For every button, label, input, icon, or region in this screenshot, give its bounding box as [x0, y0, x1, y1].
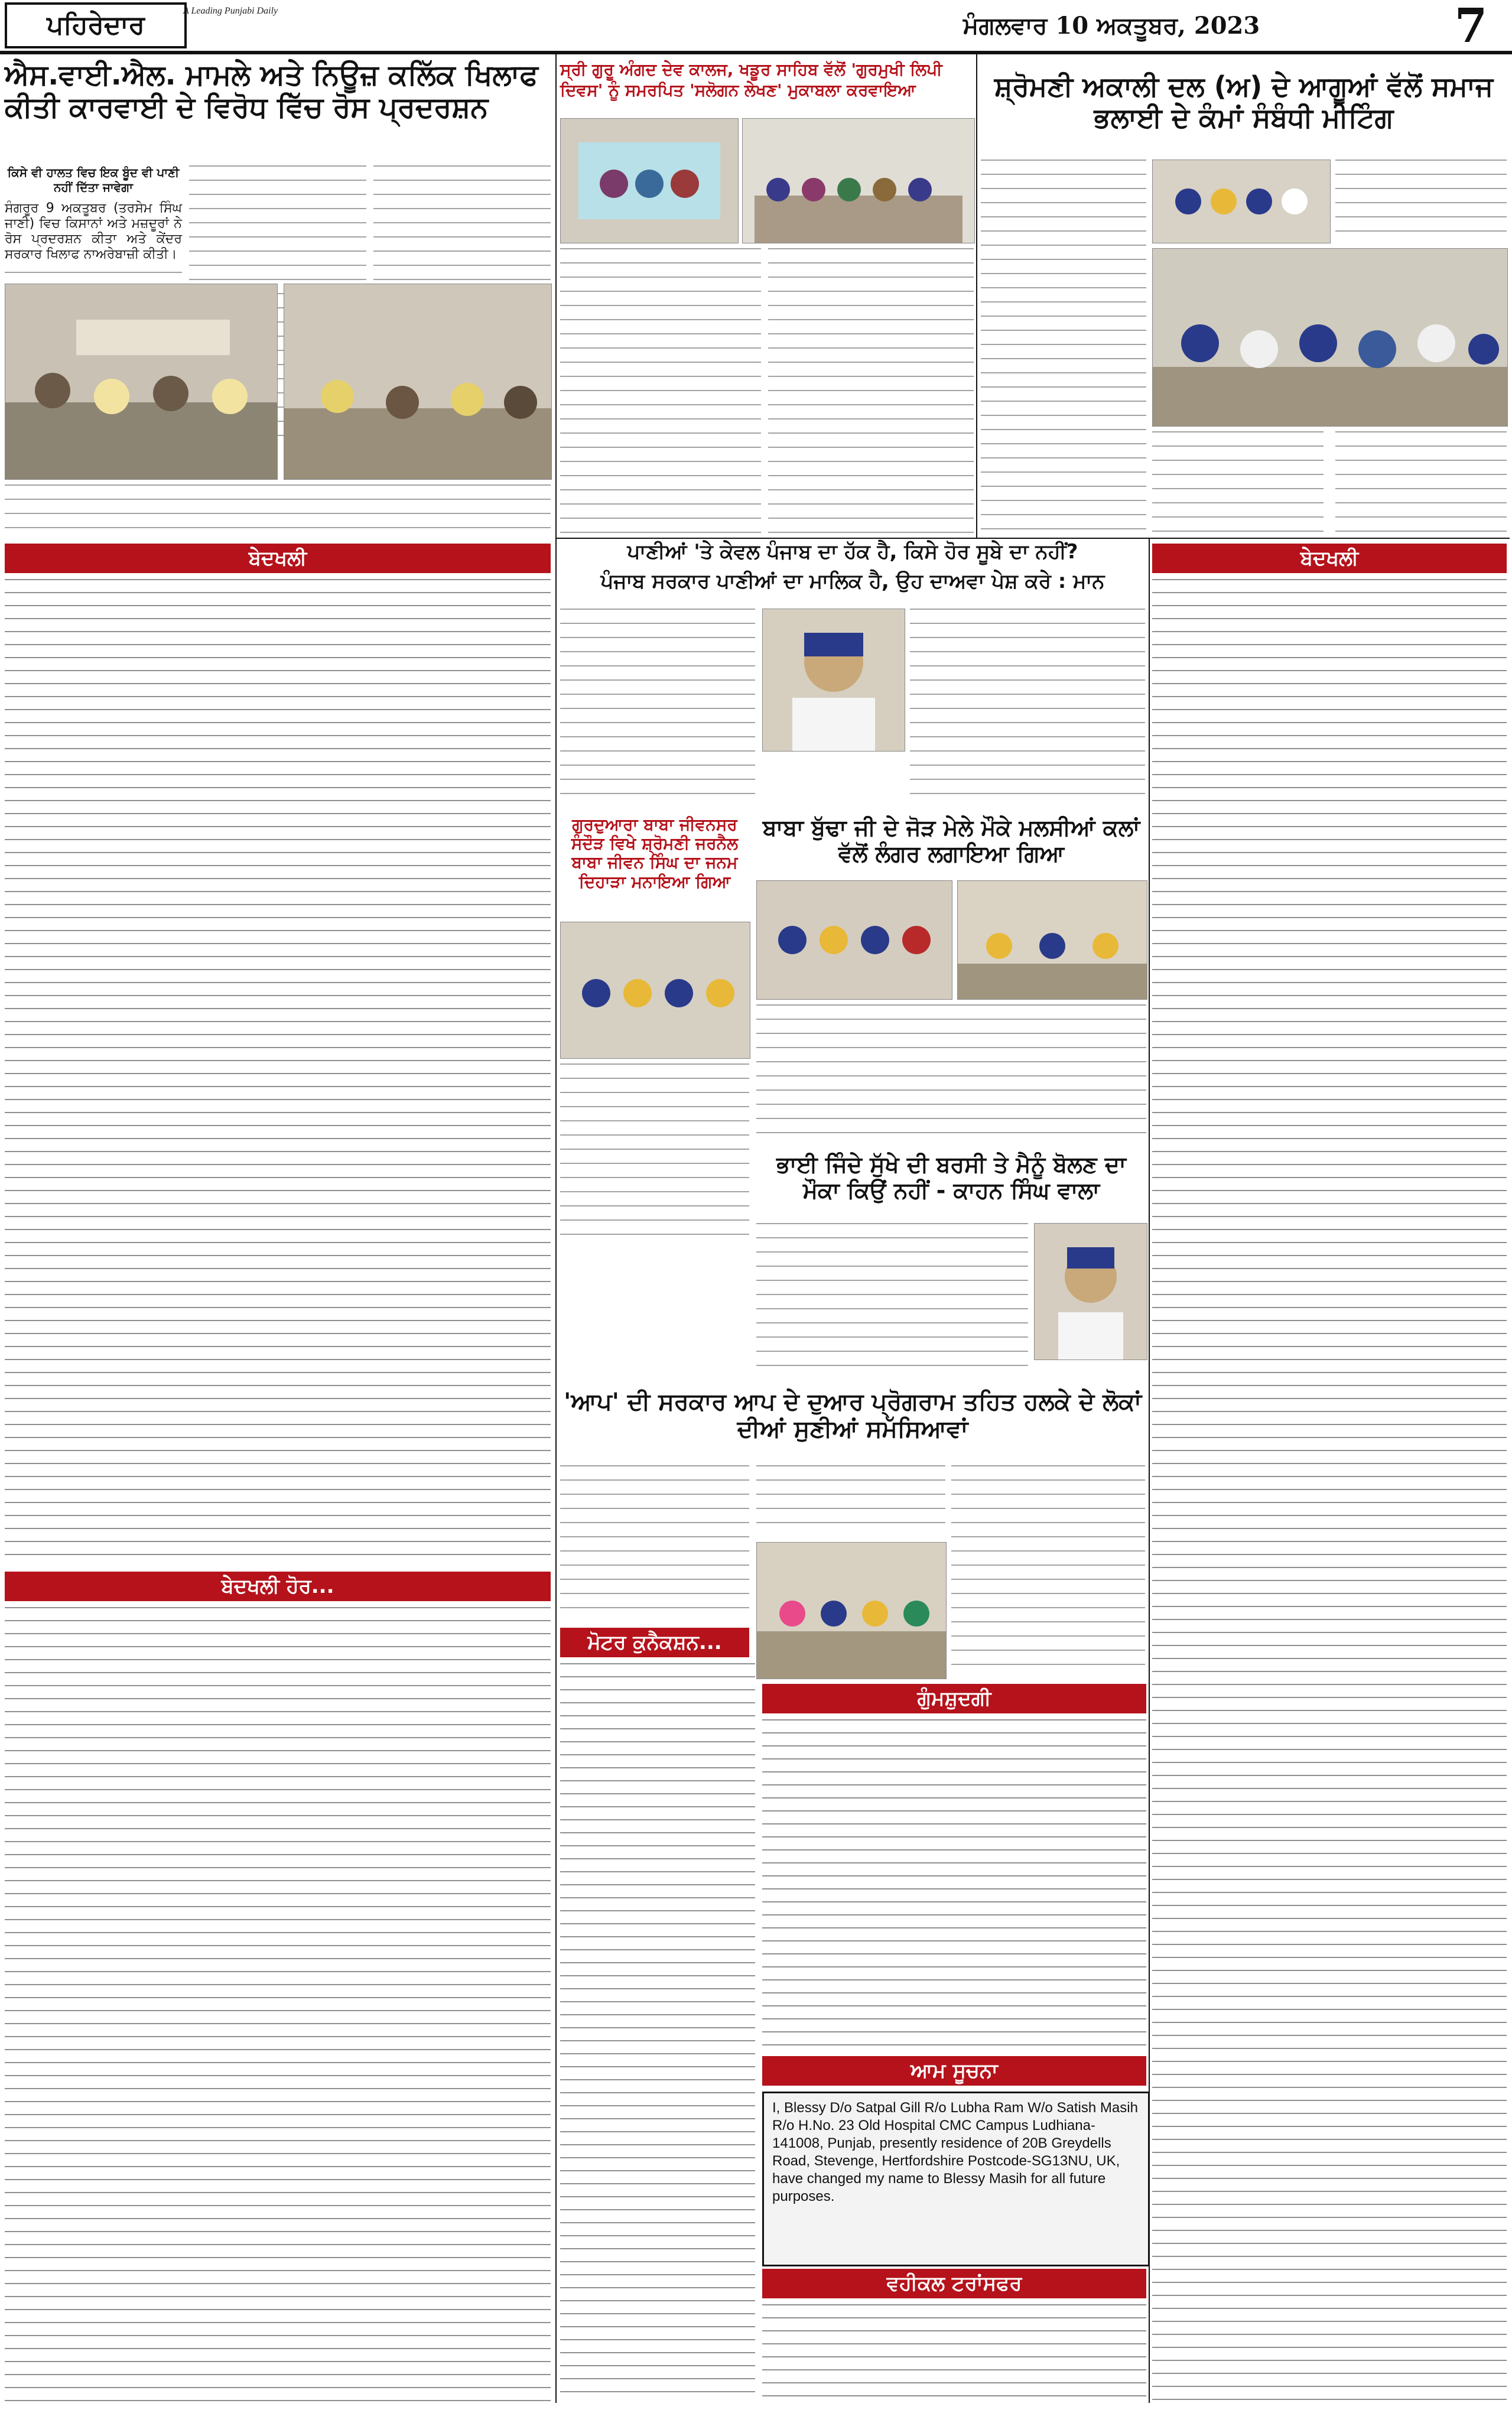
transfer-bar: ਵਹੀਕਲ ਟਰਾਂਸਫਰ	[762, 2269, 1146, 2298]
bedakhli-left-bar: ਬੇਦਖਲੀ	[5, 544, 551, 573]
budha-headline: ਬਾਬਾ ਬੁੱਢਾ ਜੀ ਦੇ ਜੋੜ ਮੇਲੇ ਮੌਕੇ ਮਲਸੀਆਂ ਕਲਾਂ ਵੱਲੋਂ ਲੰਗਰ ਲਗਾਇਆ ਗਿਆ	[762, 815, 1140, 867]
gurmukhi-body-col1	[560, 248, 761, 538]
syl-protest-photo-1	[5, 284, 278, 480]
bedakhli-left-notices	[5, 579, 551, 1566]
jiwan-photo	[560, 922, 750, 1059]
akali-body-col4	[1152, 431, 1324, 538]
water-body-col1	[560, 609, 755, 804]
aam-suchna-bar: ਆਮ ਸੂਚਨਾ	[762, 2056, 1146, 2086]
aap-headline: 'ਆਪ' ਦੀ ਸਰਕਾਰ ਆਪ ਦੇ ਦੁਆਰ ਪ੍ਰੋਗਰਾਮ ਤਹਿਤ ਹਲਕੇ ਦੇ ਲੋਕਾਂ ਦੀਆਂ ਸੁਣੀਆਂ ਸਮੱਸਿਆਵਾਂ	[564, 1388, 1142, 1443]
aap-body-col3	[951, 1465, 1145, 1678]
row-rule-1	[555, 538, 1510, 539]
akali-photo-1	[1152, 160, 1331, 243]
date-line: ਮੰਗਲਵਾਰ 10 ਅਕਤੂਬਰ, 2023	[963, 12, 1260, 40]
akali-headline: ਸ਼੍ਰੋਮਣੀ ਅਕਾਲੀ ਦਲ (ਅ) ਦੇ ਆਗੂਆਂ ਵੱਲੋਂ ਸਮਾਜ ਭਲਾਈ ਦੇ ਕੰਮਾਂ ਸੰਬੰਧੀ ਮੀਟਿੰਗ	[994, 70, 1494, 134]
water-portrait-photo	[762, 609, 905, 752]
akali-body-col3	[1335, 160, 1507, 242]
budha-photo-2	[957, 880, 1147, 1000]
page-number: 7	[1454, 0, 1488, 53]
jiwan-headline: ਗੁਰਦੁਆਰਾ ਬਾਬਾ ਜੀਵਨਸਰ ਸੰਦੌੜ ਵਿਖੇ ਸ਼੍ਰੋਮਣੀ ਜਰਨੈਲ ਬਾਬਾ ਜੀਵਨ ਸਿੰਘ ਦਾ ਜਨਮ ਦਿਹਾੜਾ ਮਨਾਇਆ ਗਿਆ	[571, 815, 739, 892]
syl-protest-photo-2	[284, 284, 552, 480]
bhai-headline: ਭਾਈ ਜਿੰਦੇ ਸੁੱਖੇ ਦੀ ਬਰਸੀ ਤੇ ਮੈਨੂੰ ਬੋਲਣ ਦਾ ਮੌਕਾ ਕਿਉਂ ਨਹੀਂ - ਕਾਹਨ ਸਿੰਘ ਵਾਲਾ	[776, 1152, 1126, 1204]
gurmukhi-photo-1	[560, 118, 739, 243]
syl-lead: ਸੰਗਰੂਰ 9 ਅਕਤੂਬਰ (ਤਰਸੇਮ ਸਿੰਘ ਜਾਣੀ) ਵਿਚ ਕਿਸਾਨਾਂ ਅਤੇ ਮਜ਼ਦੂਰਾਂ ਨੇ ਰੋਸ ਪ੍ਰਦਰਸ਼ਨ ਕੀਤਾ ਅਤੇ ਕੇਂਦਰ ਸਰਕਾਰ ਖਿਲਾਫ ਨਾਅਰੇਬਾਜ਼ੀ ਕੀਤੀ।	[5, 201, 182, 262]
tagline: A Leading Punjabi Daily	[183, 6, 278, 16]
logo-text: ਪਹਿਰੇਦਾਰ	[47, 10, 145, 40]
bedakhli-continued-bar: ਬੇਦਖਲੀ ਹੋਰ...	[5, 1572, 551, 1601]
column-rule-3	[976, 54, 977, 538]
column-rule-2	[1149, 538, 1150, 2403]
water-headline: ਪਾਣੀਆਂ 'ਤੇ ਕੇਵਲ ਪੰਜਾਬ ਦਾ ਹੱਕ ਹੈ, ਕਿਸੇ ਹੋਰ ਸੂਬੇ ਦਾ ਨਹੀਂ?	[627, 540, 1078, 564]
bedakhli-right-bar: ਬੇਦਖਲੀ	[1152, 544, 1507, 573]
gurmukhi-photo-2	[742, 118, 975, 243]
akali-body-col1	[981, 160, 1146, 538]
gumshudgi-notices	[762, 1719, 1146, 2050]
transfer-notices	[762, 2304, 1146, 2402]
newspaper-logo	[5, 2, 187, 48]
gumshudgi-bar: ਗੁੰਮਸ਼ੁਦਗੀ	[762, 1684, 1146, 1713]
bedakhli-continued-notices	[5, 1607, 551, 2405]
bhai-body	[756, 1223, 1028, 1377]
gurmukhi-body-col2	[768, 248, 974, 538]
gurmukhi-headline: ਸ੍ਰੀ ਗੁਰੂ ਅੰਗਦ ਦੇਵ ਕਾਲਜ, ਖਡੂਰ ਸਾਹਿਬ ਵੱਲੋਂ 'ਗੁਰਮੁਖੀ ਲਿਪੀ ਦਿਵਸ' ਨੂੰ ਸਮਰਪਿਤ 'ਸਲੋਗਨ ਲੇਖਣ' ਮੁਕਾਬਲਾ ਕਰਵਾਇਆ	[560, 60, 942, 100]
masthead	[0, 0, 1512, 54]
water-body-col2	[910, 609, 1145, 804]
column-rule-1	[555, 54, 557, 2403]
bhai-portrait-photo	[1034, 1223, 1147, 1360]
aap-body-col2	[756, 1465, 945, 1536]
aap-body-col1	[560, 1465, 749, 1619]
name-change-notice-box	[762, 2092, 1150, 2266]
budha-body	[756, 1004, 1146, 1146]
akali-body-col5	[1335, 431, 1507, 538]
name-change-notice-text: I, Blessy D/o Satpal Gill R/o Lubha Ram W/o Satish Masih R/o H.No. 23 Old Hospital CMC Campus Ludhiana-141008, Punjab, presently residence of 20B Greydells Road, Stevenge, Hertfordshire Postcode-SG13NU, UK, have changed my name to Blessy Masih for all future purposes.	[772, 2100, 1138, 2204]
bedakhli-right-notices	[1152, 579, 1507, 2402]
akali-photo-2	[1152, 248, 1508, 427]
aap-photo	[756, 1542, 947, 1679]
motor-notices	[560, 1663, 755, 2402]
syl-byline: ਕਿਸੇ ਵੀ ਹਾਲਤ ਵਿਚ ਇਕ ਬੂੰਦ ਵੀ ਪਾਣੀ ਨਹੀਂ ਦਿੱਤਾ ਜਾਵੇਗਾ	[7, 165, 180, 194]
budha-photo-1	[756, 880, 952, 1000]
syl-headline: ਐਸ.ਵਾਈ.ਐਲ. ਮਾਮਲੇ ਅਤੇ ਨਿਊਜ਼ ਕਲਿੱਕ ਖਿਲਾਫ ਕੀਤੀ ਕਾਰਵਾਈ ਦੇ ਵਿਰੋਧ ਵਿੱਚ ਰੋਸ ਪ੍ਰਦਰਸ਼ਨ	[5, 58, 538, 125]
water-subhead: ਪੰਜਾਬ ਸਰਕਾਰ ਪਾਣੀਆਂ ਦਾ ਮਾਲਿਕ ਹੈ, ਉਹ ਦਾਅਵਾ ਪੇਸ਼ ਕਰੇ : ਮਾਨ	[600, 570, 1105, 593]
motor-bar: ਮੋਟਰ ਕੁਨੈਕਸ਼ਨ...	[560, 1628, 749, 1657]
syl-body-bottom	[5, 484, 551, 538]
jiwan-body	[560, 1063, 749, 1241]
